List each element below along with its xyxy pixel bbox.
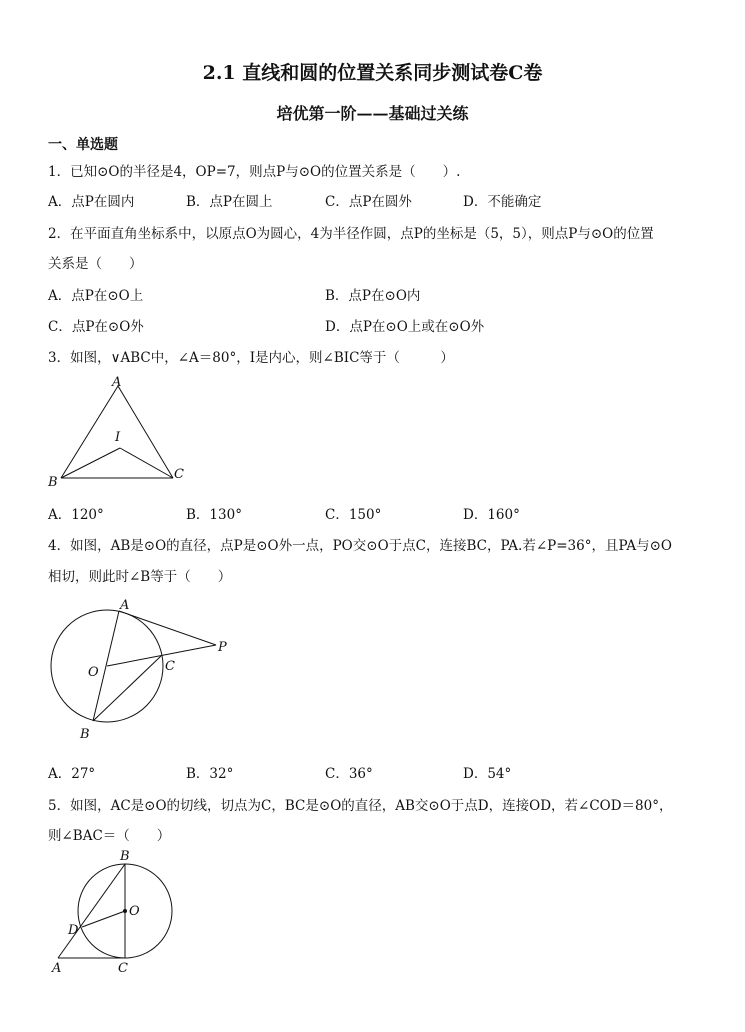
question-4-option-c: C．36° bbox=[325, 766, 373, 782]
q5-center-dot bbox=[123, 909, 127, 913]
question-1-option-b: B．点P在圆上 bbox=[186, 194, 273, 210]
question-2-stem-line1: 2．在平面直角坐标系中，以原点O为圆心，4为半径作圆，点P的坐标是（5，5），则点P与⊙O的位置 bbox=[48, 226, 654, 242]
question-4-stem-line2: 相切，则此时∠B等于（ ） bbox=[48, 569, 232, 585]
question-5-stem-line2: 则∠BAC＝（ ） bbox=[48, 828, 171, 844]
q3-label-b: B bbox=[48, 475, 58, 490]
q3-segment-ci bbox=[120, 448, 173, 478]
q5-label-o: O bbox=[129, 904, 140, 919]
question-4-figure-circle-tangent bbox=[40, 590, 250, 750]
q3-segment-ab bbox=[61, 386, 118, 478]
q5-label-d: D bbox=[68, 923, 79, 938]
question-1-option-d: D．不能确定 bbox=[463, 194, 542, 210]
q5-label-c: C bbox=[118, 961, 128, 976]
question-3-figure-triangle bbox=[40, 370, 200, 492]
q5-label-a: A bbox=[52, 961, 62, 976]
question-1-option-c: C．点P在圆外 bbox=[325, 194, 412, 210]
question-4-stem-line1: 4．如图，AB是⊙O的直径，点P是⊙O外一点，PO交⊙O于点C，连接BC，PA.若∠P=36°，且PA与⊙O bbox=[48, 538, 672, 554]
q4-label-b: B bbox=[80, 727, 90, 742]
question-5-figure-circle-diameter bbox=[44, 848, 184, 980]
question-2-option-a: A．点P在⊙O上 bbox=[48, 288, 144, 304]
question-2-option-c: C．点P在⊙O外 bbox=[48, 319, 144, 335]
q5-label-b: B bbox=[120, 849, 130, 864]
question-3-option-b: B．130° bbox=[186, 507, 242, 523]
q4-segment-pa bbox=[119, 611, 216, 645]
question-3-option-d: D．160° bbox=[463, 507, 520, 523]
question-4-option-b: B．32° bbox=[186, 766, 234, 782]
question-5-stem-line1: 5．如图，AC是⊙O的切线，切点为C，BC是⊙O的直径，AB交⊙O于点D，连接OD，若∠COD＝80°， bbox=[48, 798, 673, 814]
q4-label-o: O bbox=[88, 665, 99, 680]
question-4-option-a: A．27° bbox=[48, 766, 96, 782]
section-heading: 一、单选题 bbox=[48, 137, 118, 153]
page-subtitle: 培优第一阶——基础过关练 bbox=[276, 104, 469, 123]
question-2-stem-line2: 关系是（ ） bbox=[48, 256, 143, 272]
q3-segment-ac bbox=[118, 386, 173, 478]
q3-label-a: A bbox=[112, 375, 122, 390]
question-4-option-d: D．54° bbox=[463, 766, 512, 782]
q4-label-c: C bbox=[165, 659, 175, 674]
question-3-option-a: A．120° bbox=[48, 507, 104, 523]
question-2-option-b: B．点P在⊙O内 bbox=[325, 288, 421, 304]
q4-label-p: P bbox=[218, 640, 227, 655]
q3-label-c: C bbox=[174, 467, 184, 482]
page-title: 2.1 直线和圆的位置关系同步测试卷C卷 bbox=[202, 62, 543, 84]
q4-label-a: A bbox=[120, 598, 130, 613]
question-3-stem: 3．如图，∨ABC中，∠A＝80°，I是内心，则∠BIC等于（ ） bbox=[48, 350, 454, 366]
q4-segment-bc bbox=[93, 656, 161, 721]
question-1-stem: 1．已知⊙O的半径是4，OP=7，则点P与⊙O的位置关系是（ ）. bbox=[48, 164, 461, 180]
q5-segment-od bbox=[82, 911, 125, 927]
question-2-option-d: D．点P在⊙O上或在⊙O外 bbox=[325, 319, 485, 335]
question-3-option-c: C．150° bbox=[325, 507, 382, 523]
question-1-option-a: A．点P在圆内 bbox=[48, 194, 135, 210]
q4-segment-po bbox=[107, 645, 216, 666]
q3-label-i: I bbox=[115, 430, 121, 445]
